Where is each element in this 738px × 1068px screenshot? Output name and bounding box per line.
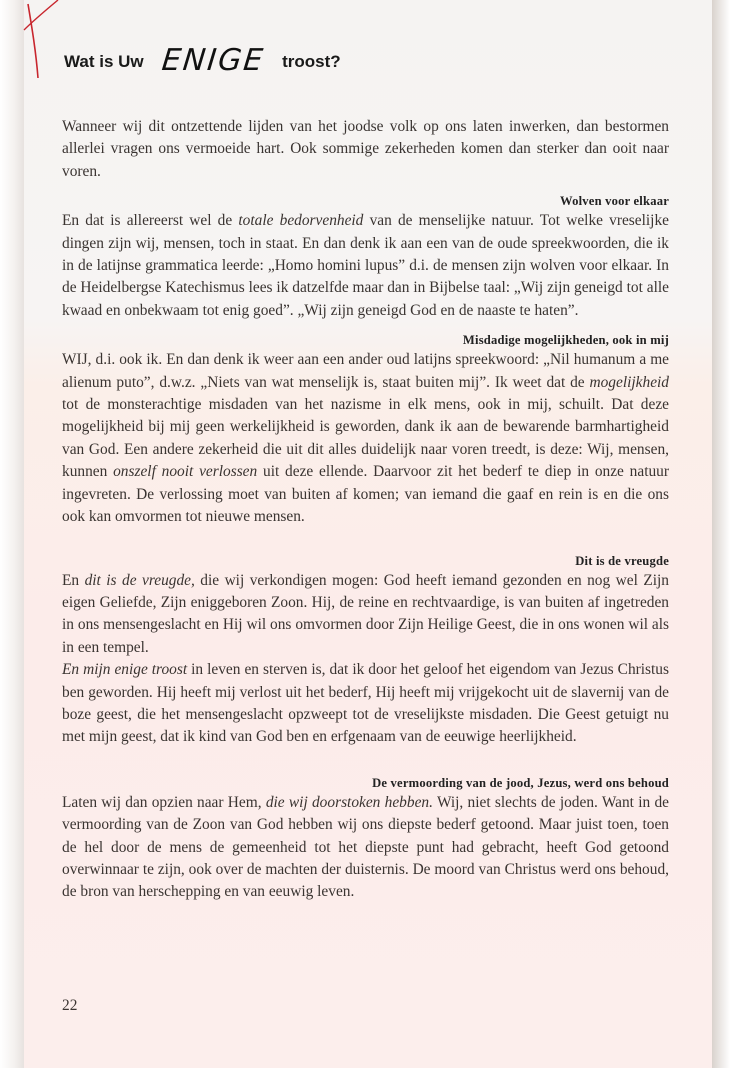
scan-edge-left: [0, 0, 24, 1068]
page-number: 22: [62, 997, 78, 1014]
misdadige-paragraph: [62, 349, 669, 528]
vermoording-text-2: Wij, niet slechts de joden. Want in de vermoording van de Zoon van God hebben wij ons diepste bederf getoond. Maar juist toen, toen de hel door de mens de gemeenheid tot het diepste punt had gebracht, heeft God getoond overwinnaar te zijn, ook over de machten der duisternis. De moord van Christus werd ons behoud, de bron van herschepping en van eeuwig leven.: [62, 793, 669, 901]
section-heading-misdadige: Misdadige mogelijkheden, ook in mij: [462, 333, 669, 348]
section-heading-wolven: Wolven voor elkaar: [559, 194, 669, 209]
wolven-text-1: En dat is allereerst wel de: [62, 212, 239, 230]
misdadige-text-3: uit deze ellende. Daarvoor zit het bederf te diep in onze natuur ingevreten. De verlossing moet van buiten af komen; van iemand die gaaf en rein is en die ons ook kan omvormen tot nieuwe mensen.: [62, 463, 669, 526]
vermoording-emphasis: die wij doorstoken hebben.: [265, 793, 433, 811]
misdadige-emphasis-2: onszelf nooit verlossen: [113, 463, 258, 481]
vermoording-paragraph: [62, 792, 669, 904]
misdadige-text-1: WIJ, d.i. ook ik. En dan denk ik weer aan een ander oud latijns spreekwoord: „Nil humanum a me alienum puto”, d.w.z. „Niets van wat menselijk is, staat buiten mij”. Ik weet dat de: [62, 351, 669, 391]
red-pen-annotation-icon: [22, 0, 62, 80]
article-body: [62, 116, 669, 904]
vreugde-text-2: die wij verkondigen mogen: God heeft iemand gezonden en nog wel Zijn eigen Geliefde, Zijn eniggeboren Zoon. Hij, de reine en rechtvaardige, is van buiten af ingetreden in ons mensengeslacht en Hij wil ons omvormen door Zijn Heilige Geest, die in ons wonen wil als in een tempel.: [62, 571, 669, 656]
vreugde-text-1: En: [62, 571, 85, 589]
wolven-emphasis: totale bedorvenheid: [238, 212, 364, 230]
intro-paragraph: Wanneer wij dit ontzettende lijden van het joodse volk op ons laten inwerken, dan bestormen allerlei vragen ons vermoeide hart. Ook sommige zekerheden komen dan sterker dan ooit naar voren.: [62, 118, 669, 180]
vreugde-paragraph-1: [62, 570, 669, 660]
spacer: [62, 749, 669, 765]
vermoording-text-1: Laten wij dan opzien naar Hem,: [62, 793, 266, 811]
vreugde-paragraph-2: [62, 659, 669, 749]
title-suffix: troost?: [282, 52, 341, 71]
vreugde-emphasis-2: En mijn enige troost: [62, 661, 188, 679]
section-heading-vermoording: De vermoording van de jood, Jezus, werd ons behoud: [372, 775, 669, 790]
title-handwritten-word: ENIGE: [159, 43, 266, 78]
misdadige-text-2: tot de monsterachtige misdaden van het nazisme in elk mens, ook in mij, schuilt. Dat deze mogelijkheid bij mij geen werkelijkheid is geworden, dank ik aan de bewarende barmhartigheid van God. Een andere zekerheid die uit dit alles duidelijk naar voren treedt, is deze: Wij, mensen, kunnen: [62, 396, 669, 481]
misdadige-emphasis-1: mogelijkheid: [589, 373, 669, 391]
wolven-text-2: van de menselijke natuur. Tot welke vreselijke dingen zijn wij, mensen, toch in staat. En dan denk ik aan een van de oude spreekwoorden, die ik in de latijnse grammatica leerde: „Homo homini lupus” d.i. de mensen zijn wolven voor elkaar. In de Heidelbergse Katechismus lees ik datzelfde maar dan in Bijbelse taal: „Wij zijn geneigd tot alle kwaad en onbekwaam tot enig goed”. „Wij zijn geneigd God en de naaste te haten”.: [62, 212, 669, 319]
wolven-paragraph: [62, 210, 669, 322]
scan-edge-right: [712, 0, 738, 1068]
page-title: [64, 28, 684, 78]
spacer: [62, 529, 669, 543]
vreugde-emphasis-1: dit is de vreugde,: [84, 571, 195, 589]
title-prefix: Wat is Uw: [64, 52, 144, 71]
vreugde-text-3: in leven en sterven is, dat ik door het geloof het eigendom van Jezus Christus ben geworden. Hij heeft mij verlost uit het bederf, Hij heeft mij vrijgekocht uit de slavernij van de boze geest, die het mensengeslacht opzweept tot de vreselijkste misdaden. Die Geest getuigt nu met mijn geest, dat ik kind van God ben en erfgenaam van de eeuwige heerlijkheid.: [62, 661, 669, 746]
section-heading-vreugde: Dit is de vreugde: [575, 553, 669, 568]
